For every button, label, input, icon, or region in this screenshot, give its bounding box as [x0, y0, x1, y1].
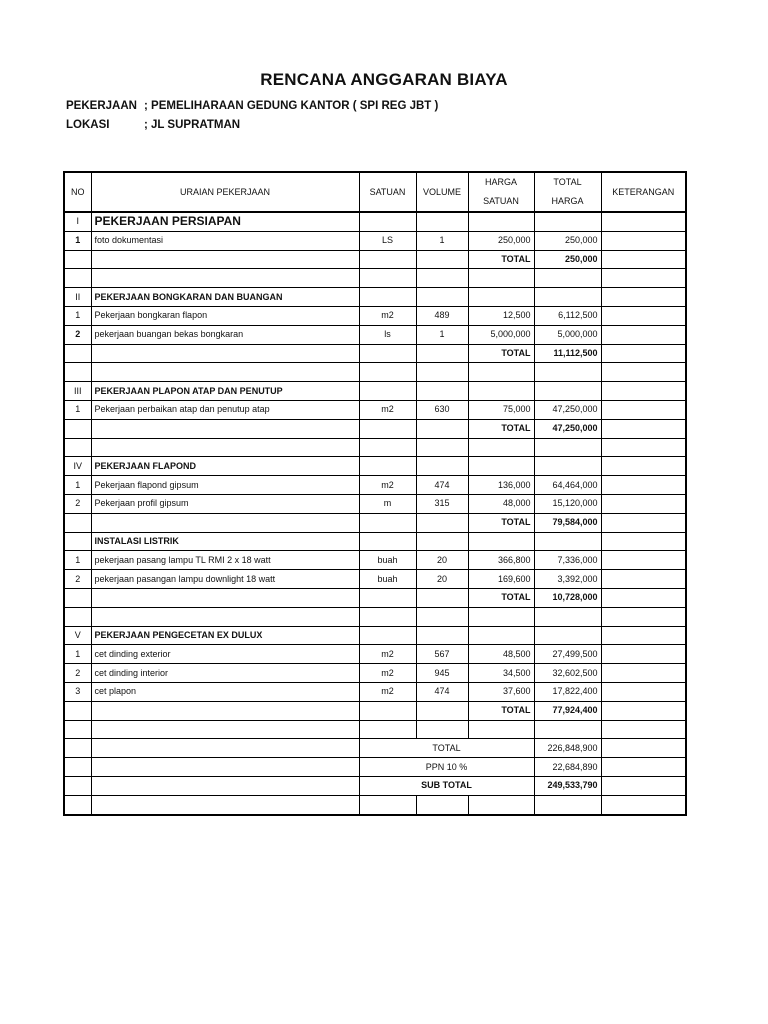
item-description: Pekerjaan flapond gipsum [91, 476, 359, 495]
empty-cell [416, 438, 468, 457]
subtotal-label: TOTAL [468, 250, 534, 269]
item-volume: 489 [416, 306, 468, 325]
empty-cell [91, 419, 359, 438]
item-unit: m2 [359, 664, 416, 683]
blank-row [64, 607, 686, 626]
empty-cell [534, 795, 601, 814]
item-number: 1 [64, 476, 91, 495]
item-description: pekerjaan buangan bekas bongkaran [91, 325, 359, 344]
section-title: INSTALASI LISTRIK [91, 532, 359, 551]
grand-total-value: 249,533,790 [534, 776, 601, 795]
empty-cell [64, 795, 91, 814]
section-number: III [64, 382, 91, 401]
empty-cell [534, 288, 601, 307]
section-row [64, 457, 686, 476]
empty-cell [601, 532, 686, 551]
item-unit-price: 366,800 [468, 551, 534, 570]
empty-cell [468, 363, 534, 382]
blank-row [64, 363, 686, 382]
empty-cell [64, 513, 91, 532]
empty-cell [416, 250, 468, 269]
item-remarks [601, 645, 686, 664]
empty-cell [534, 532, 601, 551]
grand-total-row [64, 739, 686, 758]
empty-cell [416, 344, 468, 363]
section-title: PEKERJAAN PERSIAPAN [91, 212, 359, 231]
item-unit-price: 12,500 [468, 306, 534, 325]
empty-cell [601, 607, 686, 626]
subtotal-value: 10,728,000 [534, 588, 601, 607]
empty-cell [416, 607, 468, 626]
item-unit-price: 250,000 [468, 231, 534, 250]
empty-cell [601, 363, 686, 382]
item-unit-price: 5,000,000 [468, 325, 534, 344]
item-unit-price: 169,600 [468, 570, 534, 589]
empty-cell [359, 250, 416, 269]
table-header-row [64, 172, 686, 212]
lokasi-label: LOKASI [66, 119, 110, 131]
empty-cell [468, 288, 534, 307]
blank-row [64, 438, 686, 457]
item-total-price: 64,464,000 [534, 476, 601, 495]
item-unit: m [359, 494, 416, 513]
item-total-price: 47,250,000 [534, 400, 601, 419]
document-title: RENCANA ANGGARAN BIAYA [260, 70, 508, 89]
grand-total-row [64, 776, 686, 795]
empty-cell [601, 513, 686, 532]
empty-cell [468, 607, 534, 626]
item-remarks [601, 570, 686, 589]
empty-cell [534, 607, 601, 626]
empty-cell [416, 532, 468, 551]
empty-cell [91, 344, 359, 363]
table-row [64, 476, 686, 495]
item-remarks [601, 476, 686, 495]
item-unit-price: 136,000 [468, 476, 534, 495]
empty-cell [416, 419, 468, 438]
grand-total-row [64, 758, 686, 777]
empty-cell [91, 588, 359, 607]
section-title: PEKERJAAN PLAPON ATAP DAN PENUTUP [91, 382, 359, 401]
empty-cell [416, 588, 468, 607]
section-row [64, 382, 686, 401]
item-volume: 474 [416, 476, 468, 495]
empty-cell [601, 588, 686, 607]
subtotal-row [64, 419, 686, 438]
header-keterangan: KETERANGAN [601, 172, 686, 212]
section-number: V [64, 626, 91, 645]
empty-cell [359, 701, 416, 720]
empty-cell [91, 250, 359, 269]
header-harga-line2: SATUAN [483, 196, 519, 206]
section-title: PEKERJAAN PENGECETAN EX DULUX [91, 626, 359, 645]
subtotal-value: 47,250,000 [534, 419, 601, 438]
empty-cell [601, 419, 686, 438]
empty-cell [416, 457, 468, 476]
item-remarks [601, 306, 686, 325]
item-description: cet dinding exterior [91, 645, 359, 664]
item-total-price: 5,000,000 [534, 325, 601, 344]
empty-cell [534, 382, 601, 401]
item-total-price: 17,822,400 [534, 682, 601, 701]
header-harga-satuan [468, 172, 534, 212]
header-total-harga [534, 172, 601, 212]
item-unit: ls [359, 325, 416, 344]
empty-cell [601, 701, 686, 720]
empty-cell [359, 438, 416, 457]
empty-cell [601, 344, 686, 363]
item-number: 2 [64, 494, 91, 513]
empty-cell [91, 701, 359, 720]
empty-cell [64, 776, 91, 795]
item-number: 1 [64, 306, 91, 325]
empty-cell [468, 532, 534, 551]
blank-row [64, 720, 686, 739]
section-title: PEKERJAAN BONGKARAN DAN BUANGAN [91, 288, 359, 307]
lokasi-line [66, 119, 240, 131]
section-title: PEKERJAAN FLAPOND [91, 457, 359, 476]
item-total-price: 6,112,500 [534, 306, 601, 325]
empty-cell [64, 607, 91, 626]
empty-cell [91, 758, 359, 777]
empty-cell [359, 607, 416, 626]
item-volume: 20 [416, 570, 468, 589]
section-row [64, 626, 686, 645]
item-remarks [601, 682, 686, 701]
table-row [64, 400, 686, 419]
header-total-line1: TOTAL [553, 177, 582, 187]
subtotal-row [64, 344, 686, 363]
item-volume: 1 [416, 325, 468, 344]
item-number: 2 [64, 570, 91, 589]
empty-cell [534, 363, 601, 382]
empty-cell [64, 588, 91, 607]
section-number: IV [64, 457, 91, 476]
table-row [64, 306, 686, 325]
subtotal-value: 250,000 [534, 250, 601, 269]
empty-cell [64, 758, 91, 777]
section-row [64, 212, 686, 231]
empty-cell [359, 532, 416, 551]
item-number: 2 [64, 664, 91, 683]
table-row [64, 231, 686, 250]
subtotal-value: 79,584,000 [534, 513, 601, 532]
empty-cell [601, 626, 686, 645]
empty-cell [601, 739, 686, 758]
grand-total-value: 22,684,890 [534, 758, 601, 777]
empty-cell [416, 382, 468, 401]
blank-row [64, 269, 686, 288]
empty-cell [601, 758, 686, 777]
item-remarks [601, 400, 686, 419]
empty-cell [468, 438, 534, 457]
table-row [64, 645, 686, 664]
item-description: cet plapon [91, 682, 359, 701]
grand-total-label: TOTAL [359, 739, 534, 758]
blank-row [64, 795, 686, 814]
empty-cell [416, 626, 468, 645]
grand-total-label: SUB TOTAL [359, 776, 534, 795]
item-remarks [601, 325, 686, 344]
item-unit-price: 34,500 [468, 664, 534, 683]
table-row [64, 325, 686, 344]
header-no: NO [64, 172, 91, 212]
empty-cell [468, 457, 534, 476]
item-unit-price: 37,600 [468, 682, 534, 701]
empty-cell [91, 269, 359, 288]
subtotal-row [64, 250, 686, 269]
section-number: II [64, 288, 91, 307]
empty-cell [416, 795, 468, 814]
empty-cell [601, 457, 686, 476]
subtotal-value: 77,924,400 [534, 701, 601, 720]
subtotal-row [64, 701, 686, 720]
item-description: cet dinding interior [91, 664, 359, 683]
empty-cell [359, 588, 416, 607]
empty-cell [359, 382, 416, 401]
item-number: 1 [64, 400, 91, 419]
pekerjaan-line [66, 100, 438, 112]
empty-cell [534, 212, 601, 231]
empty-cell [64, 419, 91, 438]
empty-cell [416, 288, 468, 307]
table-row [64, 570, 686, 589]
item-unit: m2 [359, 306, 416, 325]
subtotal-label: TOTAL [468, 513, 534, 532]
empty-cell [534, 720, 601, 739]
empty-cell [601, 776, 686, 795]
item-total-price: 250,000 [534, 231, 601, 250]
header-satuan: SATUAN [359, 172, 416, 212]
empty-cell [359, 419, 416, 438]
header-volume: VOLUME [416, 172, 468, 212]
empty-cell [416, 363, 468, 382]
item-remarks [601, 231, 686, 250]
empty-cell [601, 269, 686, 288]
empty-cell [468, 795, 534, 814]
empty-cell [91, 438, 359, 457]
empty-cell [64, 438, 91, 457]
table-row [64, 682, 686, 701]
item-unit-price: 48,000 [468, 494, 534, 513]
item-description: pekerjaan pasang lampu TL RMI 2 x 18 watt [91, 551, 359, 570]
item-number: 2 [64, 325, 91, 344]
empty-cell [601, 438, 686, 457]
empty-cell [468, 269, 534, 288]
table-row [64, 664, 686, 683]
empty-cell [416, 720, 468, 739]
empty-cell [416, 701, 468, 720]
empty-cell [468, 382, 534, 401]
empty-cell [468, 212, 534, 231]
empty-cell [534, 438, 601, 457]
item-volume: 474 [416, 682, 468, 701]
item-unit: LS [359, 231, 416, 250]
empty-cell [601, 288, 686, 307]
empty-cell [64, 363, 91, 382]
empty-cell [534, 457, 601, 476]
header-harga-line1: HARGA [484, 177, 517, 187]
item-unit: m2 [359, 645, 416, 664]
item-total-price: 27,499,500 [534, 645, 601, 664]
empty-cell [91, 513, 359, 532]
item-volume: 945 [416, 664, 468, 683]
item-volume: 1 [416, 231, 468, 250]
item-description: Pekerjaan bongkaran flapon [91, 306, 359, 325]
empty-cell [359, 626, 416, 645]
empty-cell [359, 212, 416, 231]
empty-cell [359, 344, 416, 363]
subtotal-label: TOTAL [468, 419, 534, 438]
empty-cell [91, 720, 359, 739]
item-volume: 20 [416, 551, 468, 570]
item-total-price: 7,336,000 [534, 551, 601, 570]
empty-cell [359, 457, 416, 476]
empty-cell [601, 720, 686, 739]
empty-cell [416, 212, 468, 231]
empty-cell [91, 795, 359, 814]
empty-cell [359, 269, 416, 288]
pekerjaan-label: PEKERJAAN [66, 100, 137, 112]
subtotal-row [64, 513, 686, 532]
empty-cell [416, 269, 468, 288]
grand-total-value: 226,848,900 [534, 739, 601, 758]
subtotal-row [64, 588, 686, 607]
item-description: Pekerjaan perbaikan atap dan penutup atap [91, 400, 359, 419]
item-unit: m2 [359, 400, 416, 419]
empty-cell [91, 739, 359, 758]
item-unit: m2 [359, 476, 416, 495]
budget-table [63, 171, 687, 816]
item-volume: 630 [416, 400, 468, 419]
item-volume: 567 [416, 645, 468, 664]
item-description: Pekerjaan profil gipsum [91, 494, 359, 513]
subtotal-value: 11,112,500 [534, 344, 601, 363]
item-volume: 315 [416, 494, 468, 513]
empty-cell [91, 776, 359, 795]
empty-cell [601, 250, 686, 269]
empty-cell [64, 269, 91, 288]
item-remarks [601, 494, 686, 513]
header-uraian: URAIAN PEKERJAAN [91, 172, 359, 212]
empty-cell [468, 626, 534, 645]
empty-cell [64, 720, 91, 739]
empty-cell [359, 720, 416, 739]
item-number: 1 [64, 231, 91, 250]
item-unit: buah [359, 570, 416, 589]
empty-cell [416, 513, 468, 532]
empty-cell [359, 288, 416, 307]
item-number: 3 [64, 682, 91, 701]
item-unit: buah [359, 551, 416, 570]
section-number: I [64, 212, 91, 231]
empty-cell [64, 250, 91, 269]
empty-cell [359, 795, 416, 814]
empty-cell [468, 720, 534, 739]
grand-total-label: PPN 10 % [359, 758, 534, 777]
empty-cell [359, 363, 416, 382]
item-number: 1 [64, 645, 91, 664]
item-remarks [601, 551, 686, 570]
table-row [64, 494, 686, 513]
item-unit-price: 75,000 [468, 400, 534, 419]
item-unit: m2 [359, 682, 416, 701]
item-total-price: 32,602,500 [534, 664, 601, 683]
pekerjaan-value: ; PEMELIHARAAN GEDUNG KANTOR ( SPI REG JBT ) [144, 100, 439, 112]
section-row [64, 288, 686, 307]
empty-cell [91, 607, 359, 626]
item-remarks [601, 664, 686, 683]
empty-cell [91, 363, 359, 382]
lokasi-value: ; JL SUPRATMAN [144, 119, 241, 131]
item-total-price: 3,392,000 [534, 570, 601, 589]
item-number: 1 [64, 551, 91, 570]
empty-cell [601, 212, 686, 231]
subtotal-label: TOTAL [468, 701, 534, 720]
item-unit-price: 48,500 [468, 645, 534, 664]
empty-cell [534, 626, 601, 645]
header-total-line2: HARGA [551, 196, 584, 206]
empty-cell [64, 701, 91, 720]
item-description: pekerjaan pasangan lampu downlight 18 watt [91, 570, 359, 589]
empty-cell [601, 795, 686, 814]
empty-cell [64, 739, 91, 758]
section-number [64, 532, 91, 551]
section-row [64, 532, 686, 551]
table-row [64, 551, 686, 570]
empty-cell [359, 513, 416, 532]
item-description: foto dokumentasi [91, 231, 359, 250]
subtotal-label: TOTAL [468, 344, 534, 363]
item-total-price: 15,120,000 [534, 494, 601, 513]
subtotal-label: TOTAL [468, 588, 534, 607]
empty-cell [64, 344, 91, 363]
empty-cell [534, 269, 601, 288]
empty-cell [601, 382, 686, 401]
